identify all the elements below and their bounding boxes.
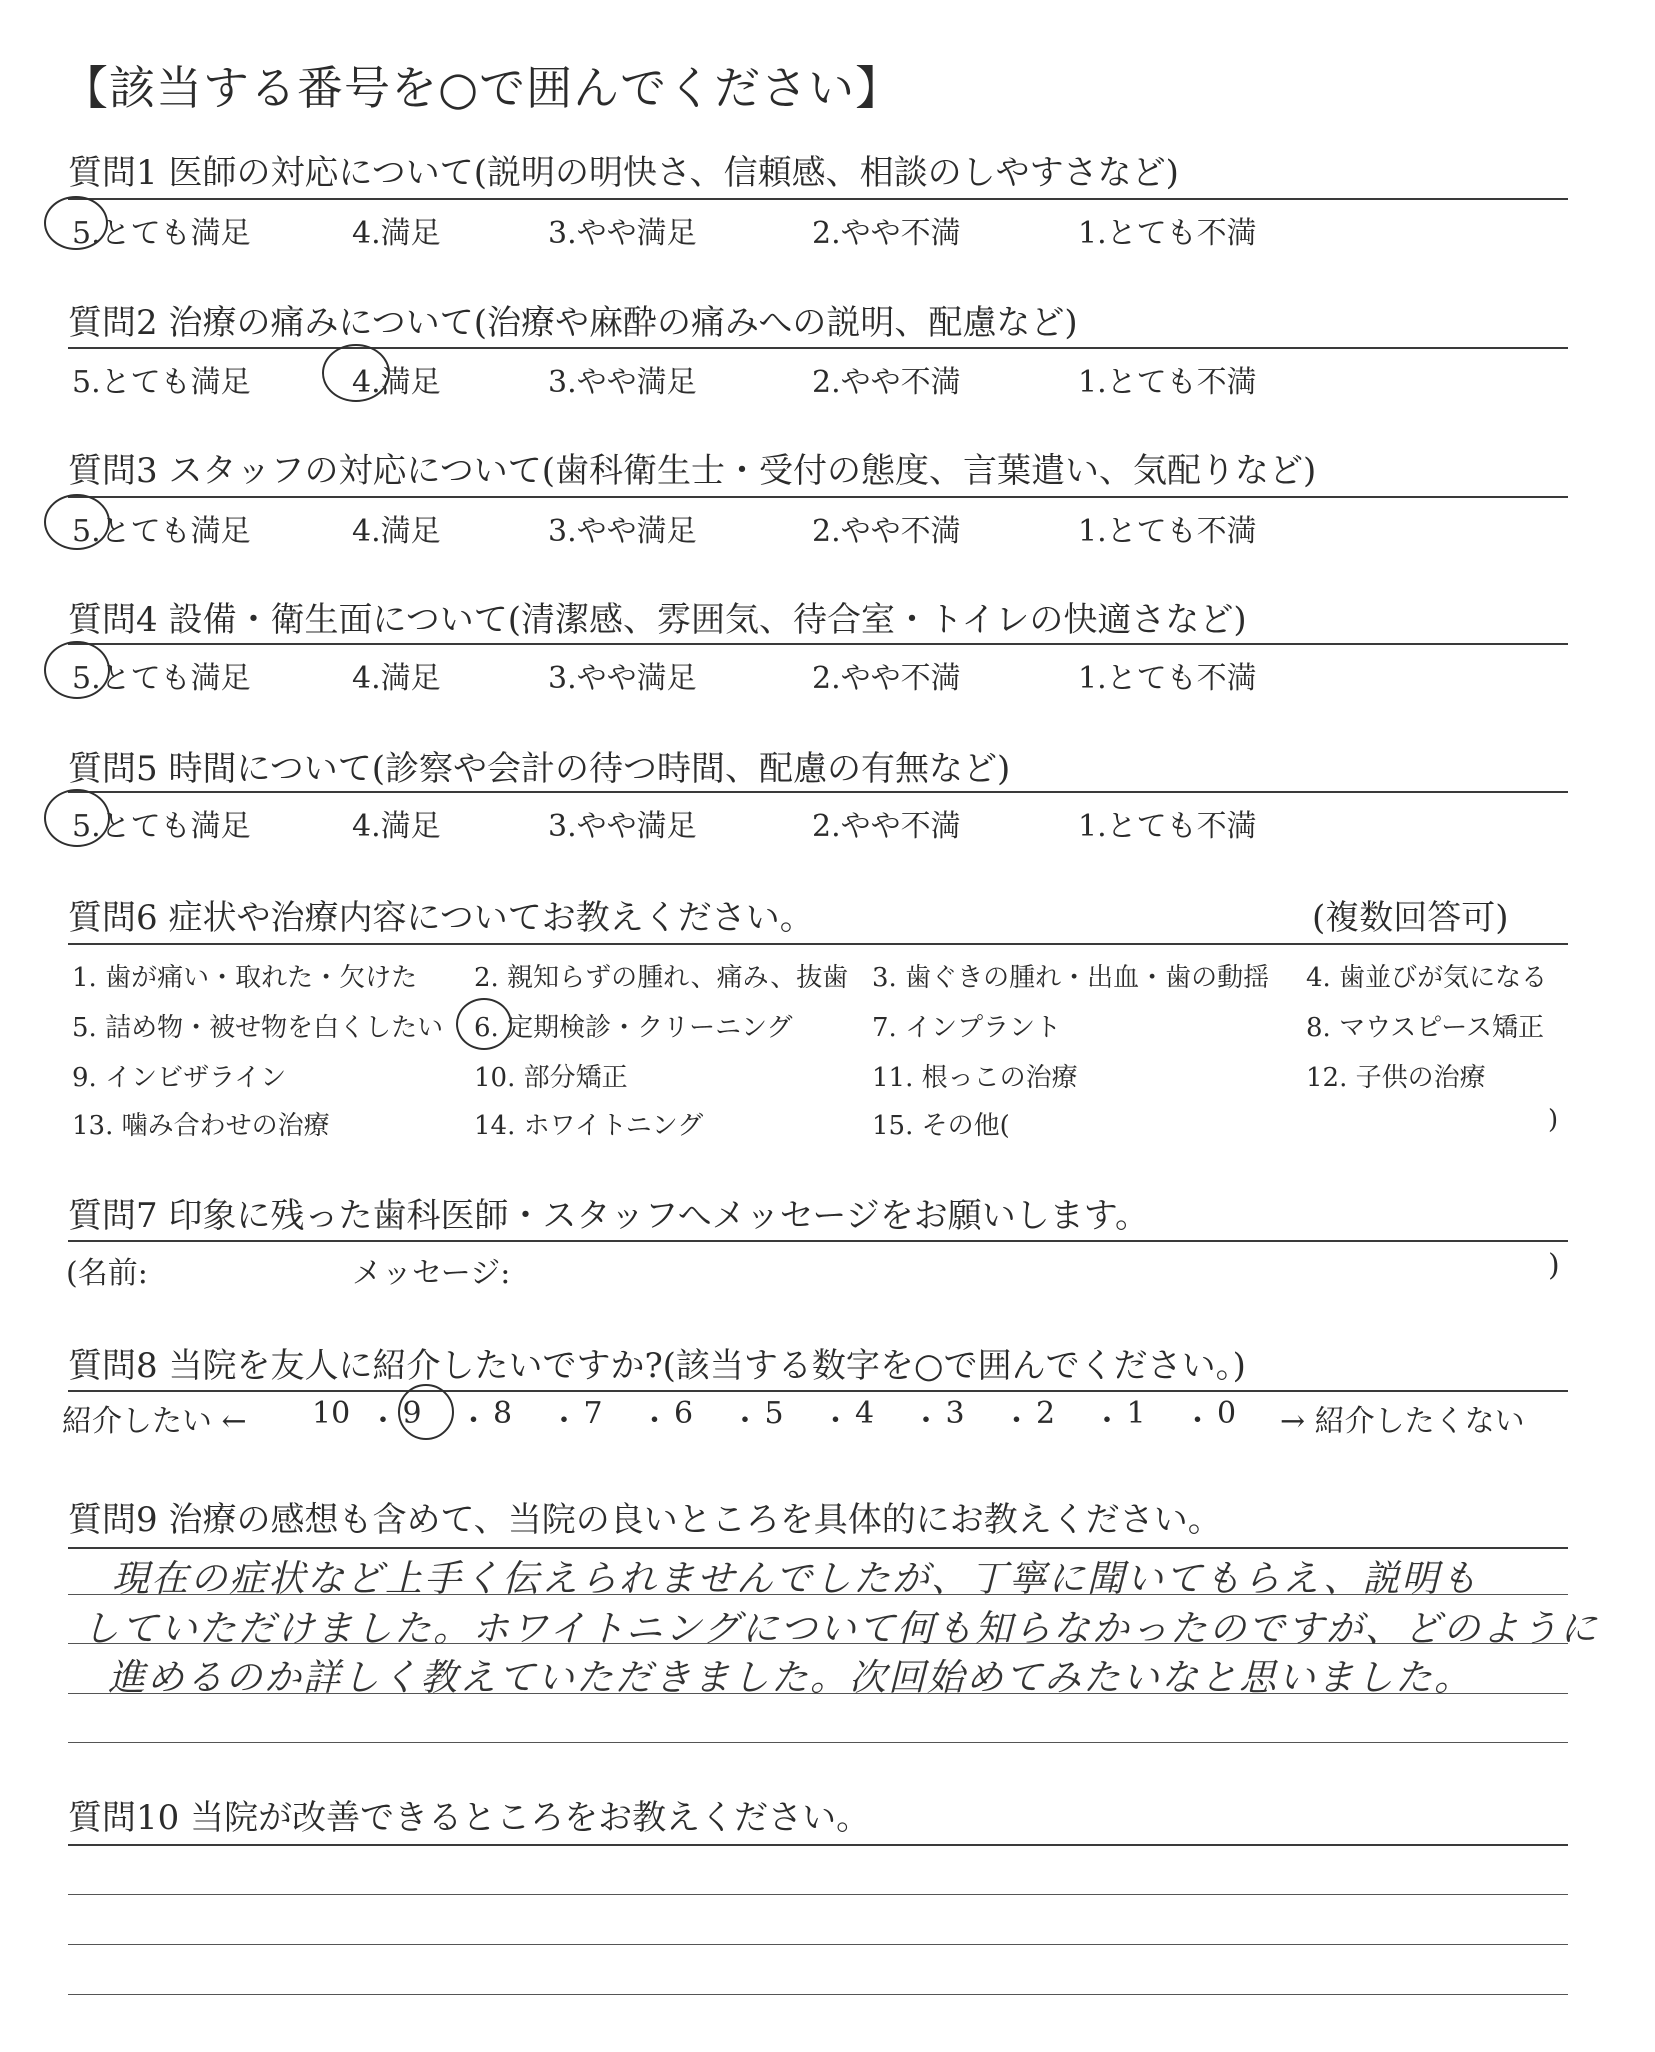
q6-title: 質問6 症状や治療内容についてお教えください。 <box>68 898 814 938</box>
q9-answer-line-2: していただけました。ホワイトニングについて何も知らなかったのですが、どのように <box>82 1607 1599 1650</box>
form-header: 【該当する番号を○で囲んでください】 <box>62 61 903 115</box>
q6-rule <box>68 943 1568 945</box>
q6-option-2[interactable]: 2. 親知らずの腫れ、痛み、抜歯 <box>474 963 849 993</box>
q3-option-2[interactable]: 2.やや不満 <box>812 514 961 549</box>
q10-line-2 <box>68 1944 1568 1945</box>
q6-option-3[interactable]: 3. 歯ぐきの腫れ・出血・歯の動揺 <box>872 963 1270 993</box>
q6-option-11[interactable]: 11. 根っこの治療 <box>872 1063 1078 1093</box>
q9-line-4 <box>68 1742 1568 1743</box>
q8-number-4[interactable]: 4 <box>855 1396 875 1431</box>
q6-option-4[interactable]: 4. 歯並びが気になる <box>1306 963 1548 993</box>
q4-title: 質問4 設備・衛生面について(清潔感、雰囲気、待合室・トイレの快適さなど) <box>68 600 1247 640</box>
q8-number-2[interactable]: 2 <box>1036 1396 1056 1431</box>
q8-number-7[interactable]: 7 <box>583 1396 603 1431</box>
q1-option-3[interactable]: 3.やや満足 <box>548 216 697 251</box>
q6-option-1[interactable]: 1. 歯が痛い・取れた・欠けた <box>72 963 418 993</box>
q6-option-10[interactable]: 10. 部分矯正 <box>474 1063 628 1093</box>
q8-number-1[interactable]: 1 <box>1126 1396 1146 1431</box>
q1-selection-circle <box>44 196 108 250</box>
q4-option-2[interactable]: 2.やや不満 <box>812 661 961 696</box>
q2-option-4[interactable]: 4.満足 <box>352 365 441 400</box>
q4-option-5[interactable]: 5.とても満足 <box>72 661 251 696</box>
q1-option-4[interactable]: 4.満足 <box>352 216 441 251</box>
q8-number-5[interactable]: 5 <box>764 1396 784 1431</box>
q7-close-paren: ) <box>1548 1248 1560 1283</box>
q10-line-3 <box>68 1994 1568 1995</box>
q1-option-2[interactable]: 2.やや不満 <box>812 216 961 251</box>
q1-title: 質問1 医師の対応について(説明の明快さ、信頼感、相談のしやすさなど) <box>68 153 1179 193</box>
q7-message-label: メッセージ: <box>352 1256 511 1291</box>
q10-title: 質問10 当院が改善できるところをお教えください。 <box>68 1798 871 1838</box>
q5-option-1[interactable]: 1.とても不満 <box>1078 809 1257 844</box>
q2-selection-circle <box>322 344 390 402</box>
q8-separator: ・ <box>1001 1404 1032 1439</box>
q8-separator: ・ <box>730 1404 760 1439</box>
q8-rule <box>68 1390 1568 1392</box>
q6-option-6[interactable]: 6. 定期検診・クリーニング <box>474 1013 793 1043</box>
q5-option-2[interactable]: 2.やや不満 <box>812 809 961 844</box>
q4-option-1[interactable]: 1.とても不満 <box>1078 661 1257 696</box>
q3-option-5[interactable]: 5.とても満足 <box>72 514 251 549</box>
q6-other-close: ) <box>1548 1105 1559 1135</box>
q1-option-1[interactable]: 1.とても不満 <box>1078 216 1257 251</box>
q7-rule <box>68 1240 1568 1242</box>
q6-selection-circle <box>456 998 512 1050</box>
q5-option-4[interactable]: 4.満足 <box>352 809 441 844</box>
q6-multi-note: (複数回答可) <box>1312 898 1509 938</box>
q5-selection-circle <box>44 789 110 847</box>
q9-answer-line-3: 進めるのか詳しく教えていただきました。次回始めてみたいなと思いました。 <box>108 1656 1473 1699</box>
q8-number-3[interactable]: 3 <box>945 1396 965 1431</box>
q3-title: 質問3 スタッフの対応について(歯科衛生士・受付の態度、言葉遣い、気配りなど) <box>68 451 1317 491</box>
q7-title: 質問7 印象に残った歯科医師・スタッフへメッセージをお願いします。 <box>68 1196 1149 1236</box>
q6-option-5[interactable]: 5. 詰め物・被せ物を白くしたい <box>72 1013 444 1043</box>
q2-rule <box>68 347 1568 349</box>
q4-rule <box>68 643 1568 645</box>
q8-separator: ・ <box>549 1404 579 1439</box>
q8-left-label: 紹介したい ← <box>62 1404 247 1439</box>
q7-name-label: (名前: <box>66 1256 148 1291</box>
q10-rule <box>68 1844 1568 1846</box>
q8-number-10[interactable]: 10 <box>312 1396 351 1431</box>
q6-option-12[interactable]: 12. 子供の治療 <box>1306 1063 1486 1093</box>
q1-rule <box>68 198 1568 200</box>
q4-selection-circle <box>44 641 110 699</box>
q3-option-1[interactable]: 1.とても不満 <box>1078 514 1257 549</box>
q6-option-8[interactable]: 8. マウスピース矯正 <box>1306 1013 1544 1043</box>
q8-separator: ・ <box>1092 1404 1122 1439</box>
q3-option-4[interactable]: 4.満足 <box>352 514 441 549</box>
q6-option-13[interactable]: 13. 噛み合わせの治療 <box>72 1111 330 1141</box>
q8-selection-circle <box>398 1384 454 1440</box>
q6-option-9[interactable]: 9. インビザライン <box>72 1063 287 1093</box>
q8-right-label: → 紹介したくない <box>1280 1404 1525 1439</box>
q8-separator: ・ <box>368 1404 398 1439</box>
q9-answer-line-1: 現在の症状など上手く伝えられませんでしたが、丁寧に聞いてもらえ、説明も <box>112 1557 1480 1600</box>
q8-separator: ・ <box>820 1404 851 1439</box>
q4-option-3[interactable]: 3.やや満足 <box>548 661 697 696</box>
q8-separator: ・ <box>458 1404 489 1439</box>
q5-option-5[interactable]: 5.とても満足 <box>72 809 251 844</box>
q8-separator: ・ <box>911 1404 941 1439</box>
q8-title: 質問8 当院を友人に紹介したいですか?(該当する数字を○で囲んでください。) <box>68 1346 1246 1386</box>
q1-option-5[interactable]: 5.とても満足 <box>72 216 251 251</box>
q8-separator: ・ <box>1182 1404 1213 1439</box>
q8-number-8[interactable]: 8 <box>493 1396 513 1431</box>
q2-option-3[interactable]: 3.やや満足 <box>548 365 697 400</box>
q5-rule <box>68 791 1568 793</box>
q6-option-7[interactable]: 7. インプラント <box>872 1013 1062 1043</box>
q7-message-field[interactable] <box>530 1248 1530 1284</box>
q5-option-3[interactable]: 3.やや満足 <box>548 809 697 844</box>
q6-option-14[interactable]: 14. ホワイトニング <box>474 1111 704 1141</box>
q3-selection-circle <box>44 494 110 550</box>
q6-option-15[interactable]: 15. その他( <box>872 1111 1010 1141</box>
q8-separator: ・ <box>639 1404 670 1439</box>
q2-option-1[interactable]: 1.とても不満 <box>1078 365 1257 400</box>
q2-option-5[interactable]: 5.とても満足 <box>72 365 251 400</box>
q8-number-9[interactable]: 9 <box>402 1396 422 1431</box>
q4-option-4[interactable]: 4.満足 <box>352 661 441 696</box>
q2-option-2[interactable]: 2.やや不満 <box>812 365 961 400</box>
q9-title: 質問9 治療の感想も含めて、当院の良いところを具体的にお教えください。 <box>68 1500 1222 1540</box>
q10-line-1 <box>68 1894 1568 1895</box>
q8-number-6[interactable]: 6 <box>674 1396 694 1431</box>
q2-title: 質問2 治療の痛みについて(治療や麻酔の痛みへの説明、配慮など) <box>68 303 1078 343</box>
q5-title: 質問5 時間について(診察や会計の待つ時間、配慮の有無など) <box>68 749 1011 789</box>
q3-rule <box>68 496 1568 498</box>
q8-number-0[interactable]: 0 <box>1217 1396 1237 1431</box>
q7-name-field[interactable] <box>170 1248 340 1284</box>
q3-option-3[interactable]: 3.やや満足 <box>548 514 697 549</box>
